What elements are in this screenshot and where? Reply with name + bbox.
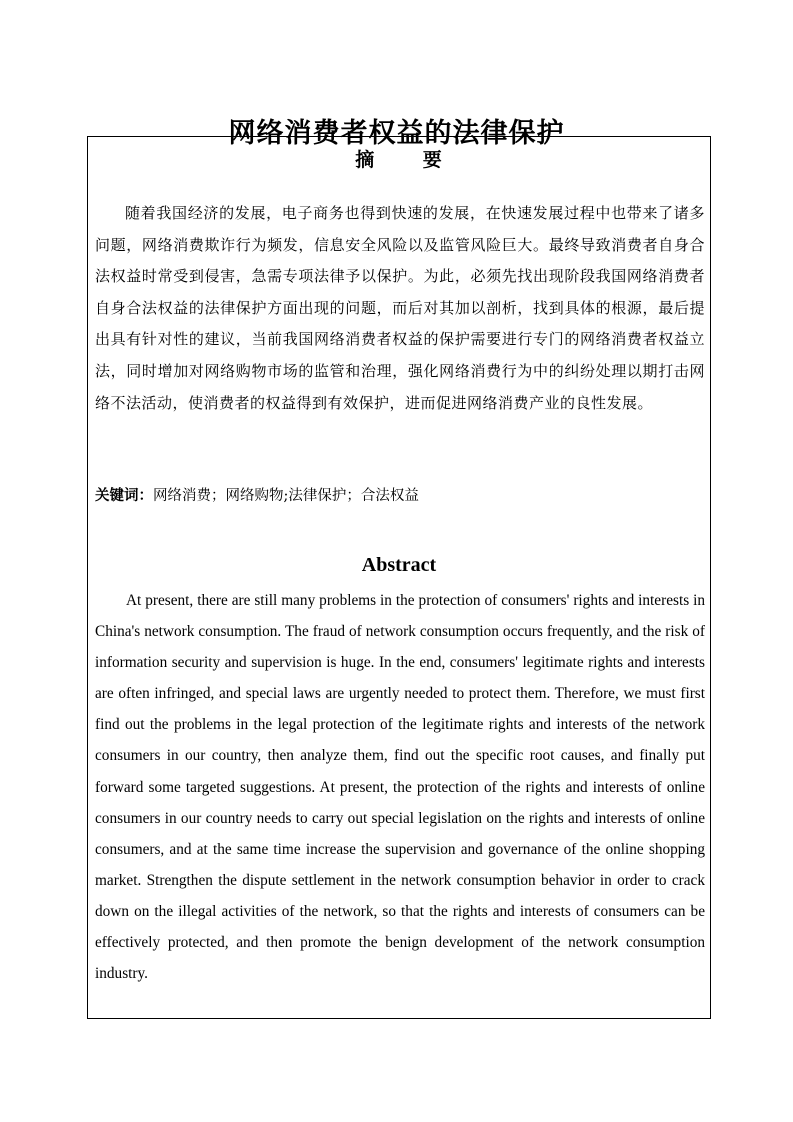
keywords-value: 网络消费；网络购物;法律保护；合法权益 — [153, 488, 419, 504]
english-abstract-heading: Abstract — [361, 554, 437, 576]
chinese-abstract-body: 随着我国经济的发展，电子商务也得到快速的发展，在快速发展过程中也带来了诸多问题，网络消费欺诈行为频发，信息安全风险以及监管风险巨大。最终导致消费者自身合法权益时常受到侵害，急需专项法律予以保护。为此，必须先找出现阶段我国网络消费者自身合法权益的法律保护方面出现的问题，而后对其加以剖析，找到具体的根源，最后提出具有针对性的建议，当前我国网络消费者权益的保护需要进行专门的网络消费者权益立法，同时增加对网络购物市场的监管和治理，强化网络消费行为中的纠纷处理以期打击网络不法活动，使消费者的权益得到有效保护，进而促进网络消费产业的良性发展。 — [95, 204, 705, 412]
keywords-line — [95, 481, 705, 511]
abstract-frame — [87, 136, 711, 1019]
chinese-abstract-heading: 摘 要 — [355, 149, 443, 171]
document-title: 网络消费者权益的法律保护 — [228, 118, 565, 150]
english-abstract-body: At present, there are still many problems in the protection of consumers' rights and interests in China's network consumption. The fraud of network consumption occurs frequently, and the risk of information security and supervision is huge. In the end, consumers' legitimate rights and interests are often infringed, and special laws are urgently needed to protect them. Therefore, we must first find out the problems in the legal protection of the legitimate rights and interests of the network consumers in our country, then analyze them, find out the specific root causes, and finally put forward some targeted suggestions. At present, the protection of the rights and interests of online consumers in our country needs to carry out special legislation on the rights and interests of online consumers, and at the same time increase the supervision and governance of the online shopping market. Strengthen the dispute settlement in the network consumption behavior in order to crack down on the illegal activities of the network, so that the rights and interests of consumers can be effectively protected, and then promote the benign development of the network consumption industry. — [95, 592, 705, 983]
keywords-label: 关键词： — [95, 488, 153, 504]
